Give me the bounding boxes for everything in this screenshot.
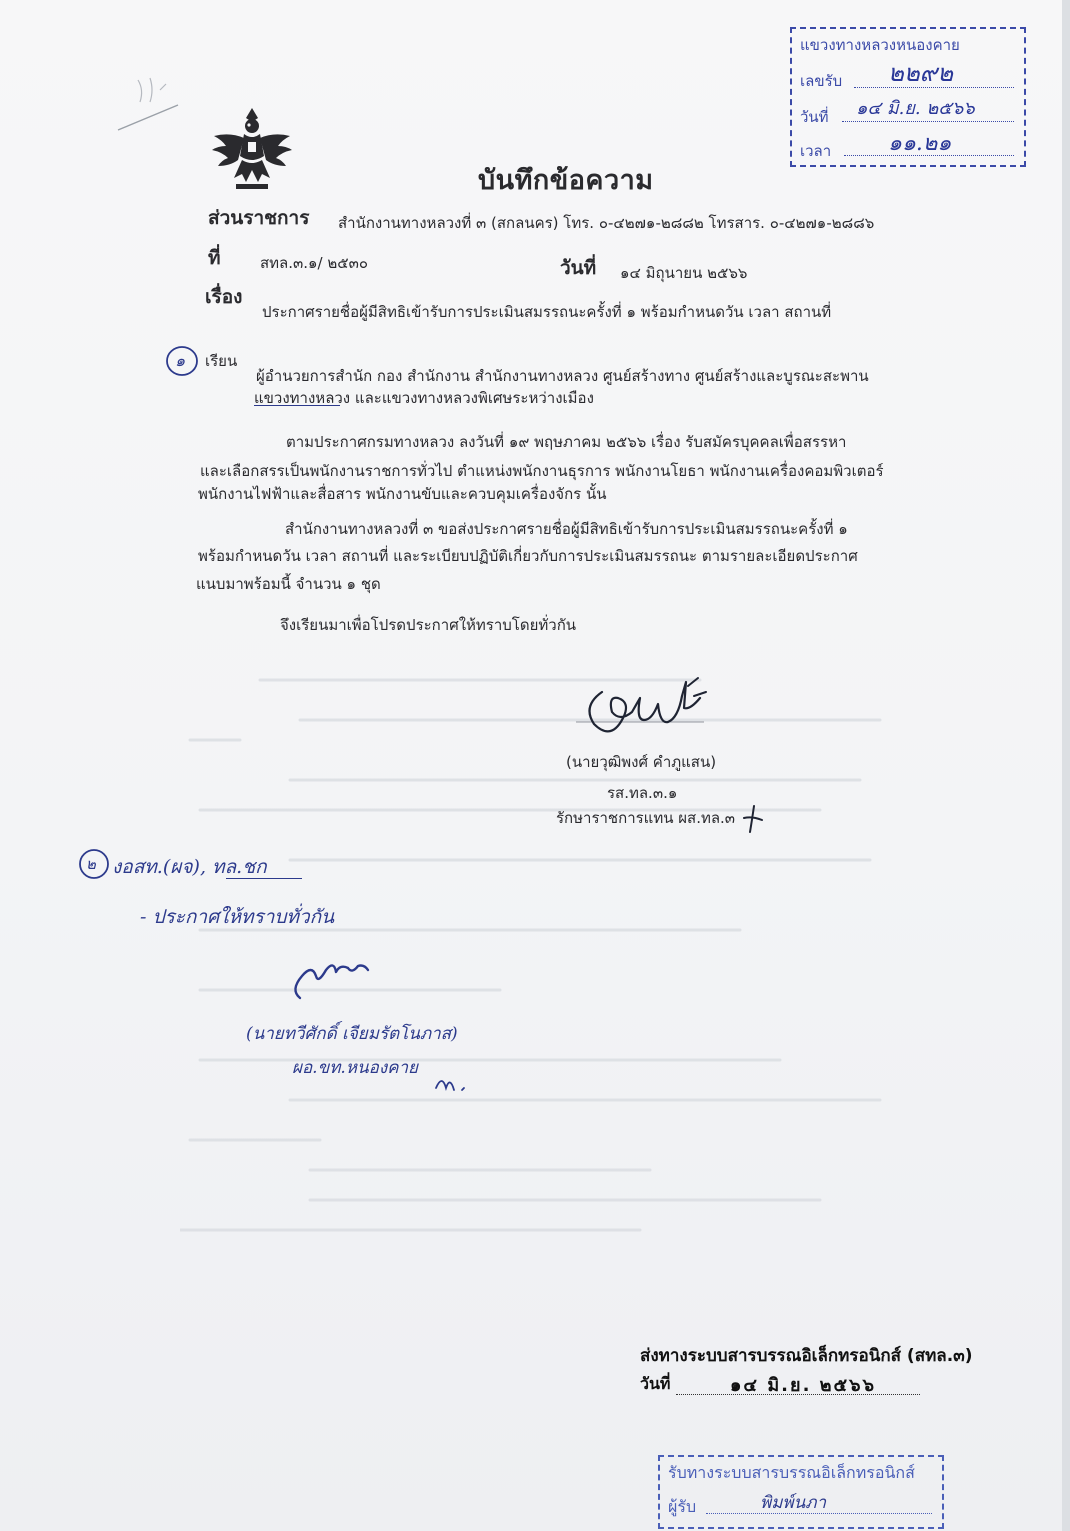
- ereceive-person-value: พิมพ์นภา: [760, 1493, 826, 1513]
- ereceive-person-label: ผู้รับ: [668, 1497, 697, 1516]
- date-value: ๑๔ มิถุนายน ๒๕๖๖: [620, 264, 748, 282]
- esend-label: ส่งทางระบบสารบรรณอิเล็กทรอนิกส์ (สทล.๓): [640, 1346, 973, 1366]
- stamp-time-label: เวลา: [800, 142, 832, 160]
- agency-label: ส่วนราชการ: [208, 207, 310, 229]
- para1-line-1: ตามประกาศกรมทางหลวง ลงวันที่ ๑๙ พฤษภาคม ๒๕๖๖ เรื่อง รับสมัครบุคคลเพื่อสรรหา: [286, 433, 847, 451]
- signature-drawing: [576, 672, 712, 742]
- signer-name: (นายวุฒิพงศ์ คำภูแสน): [566, 753, 717, 771]
- memo-title: บันทึกข้อความ: [478, 165, 654, 196]
- ereceive-label: รับทางระบบสารบรรณอิเล็กทรอนิกส์: [668, 1463, 915, 1482]
- note-sign-name: (นายทวีศักดิ์ เจียมรัตโนภาส): [246, 1024, 458, 1044]
- stamp-time-value: ๑๑.๒๑: [888, 131, 952, 156]
- note-underline: [226, 878, 302, 879]
- para2-line-3: แนบมาพร้อมนี้ จำนวน ๑ ชุด: [196, 575, 381, 593]
- agency-value: สำนักงานทางหลวงที่ ๓ (สกลนคร) โทร. ๐-๔๒๗๑-๒๘๘๒ โทรสาร. ๐-๔๒๗๑-๒๘๘๖: [338, 214, 875, 232]
- ref-value: สทล.๓.๑/ ๒๕๓๐: [260, 254, 369, 272]
- receipt-stamp: [790, 27, 1026, 167]
- to-label: เรียน: [205, 352, 238, 370]
- subject-value: ประกาศรายชื่อผู้มีสิทธิเข้ารับการประเมินสมรรถนะครั้งที่ ๑ พร้อมกำหนดวัน เวลา สถานที่: [262, 303, 832, 321]
- to-line-2: แขวงทางหลวง และแขวงทางหลวงพิเศษระหว่างเมือง: [254, 389, 594, 407]
- note-line-1: งอสท.(ผจ), ทล.ชก: [112, 856, 267, 878]
- stamp-date-label: วันที่: [800, 108, 829, 126]
- stamp-no-label: เลขรับ: [800, 72, 843, 90]
- para1-line-2: และเลือกสรรเป็นพนักงานราชการทั่วไป ตำแหน่งพนักงานธุรการ พนักงานโยธา พนักงานเครื่องคอมพิวเตอร์: [200, 462, 884, 480]
- date-label: วันที่: [560, 257, 597, 279]
- esend-date-value: ๑๔ มิ.ย. ๒๕๖๖: [730, 1375, 877, 1396]
- page-edge: [1062, 0, 1070, 1531]
- signature-handwritten: [282, 948, 392, 1008]
- closing-text: จึงเรียนมาเพื่อโปรดประกาศให้ทราบโดยทั่วกัน: [280, 616, 577, 634]
- subject-label: เรื่อง: [205, 286, 243, 308]
- note-sign-position: ผอ.ขท.หนองคาย: [292, 1058, 419, 1078]
- handwritten-underline: [254, 405, 340, 406]
- pen-mark: [738, 804, 768, 834]
- para2-line-2: พร้อมกำหนดวัน เวลา สถานที่ และระเบียบปฏิบัติเกี่ยวกับการประเมินสมรรถนะ ตามรายละเอียดประกาศ: [198, 547, 858, 565]
- garuda-emblem-icon: [208, 104, 296, 192]
- to-line-1: ผู้อำนวยการสำนัก กอง สำนักงาน สำนักงานทางหลวง ศูนย์สร้างทาง ศูนย์สร้างและบูรณะสะพาน: [256, 367, 869, 385]
- pen-initial-mark: [432, 1068, 472, 1096]
- para2-line-1: สำนักงานทางหลวงที่ ๓ ขอส่งประกาศรายชื่อผู้มีสิทธิเข้ารับการประเมินสมรรถนะครั้งที่ ๑: [285, 520, 848, 538]
- signer-position-1: รส.ทล.๓.๑: [607, 784, 678, 802]
- note-mark-number: ๒: [86, 855, 96, 873]
- ereceive-stamp: [658, 1455, 944, 1529]
- stamp-no-value: ๒๒๙๒: [888, 59, 954, 87]
- esend-date-label: วันที่: [640, 1374, 671, 1393]
- stamp-org: แขวงทางหลวงหนองคาย: [800, 36, 960, 54]
- ref-label: ที่: [208, 247, 221, 269]
- signer-position-2: รักษาราชการแทน ผส.ทล.๓: [556, 809, 736, 827]
- note-line-2: - ประกาศให้ทราบทั่วกัน: [140, 906, 335, 928]
- to-mark-number: ๑: [175, 351, 186, 370]
- pencil-mark: [108, 60, 198, 140]
- stamp-date-value: ๑๔ มิ.ย. ๒๕๖๖: [856, 98, 975, 119]
- para1-line-3: พนักงานไฟฟ้าและสื่อสาร พนักงานขับและควบคุมเครื่องจักร นั้น: [198, 485, 607, 503]
